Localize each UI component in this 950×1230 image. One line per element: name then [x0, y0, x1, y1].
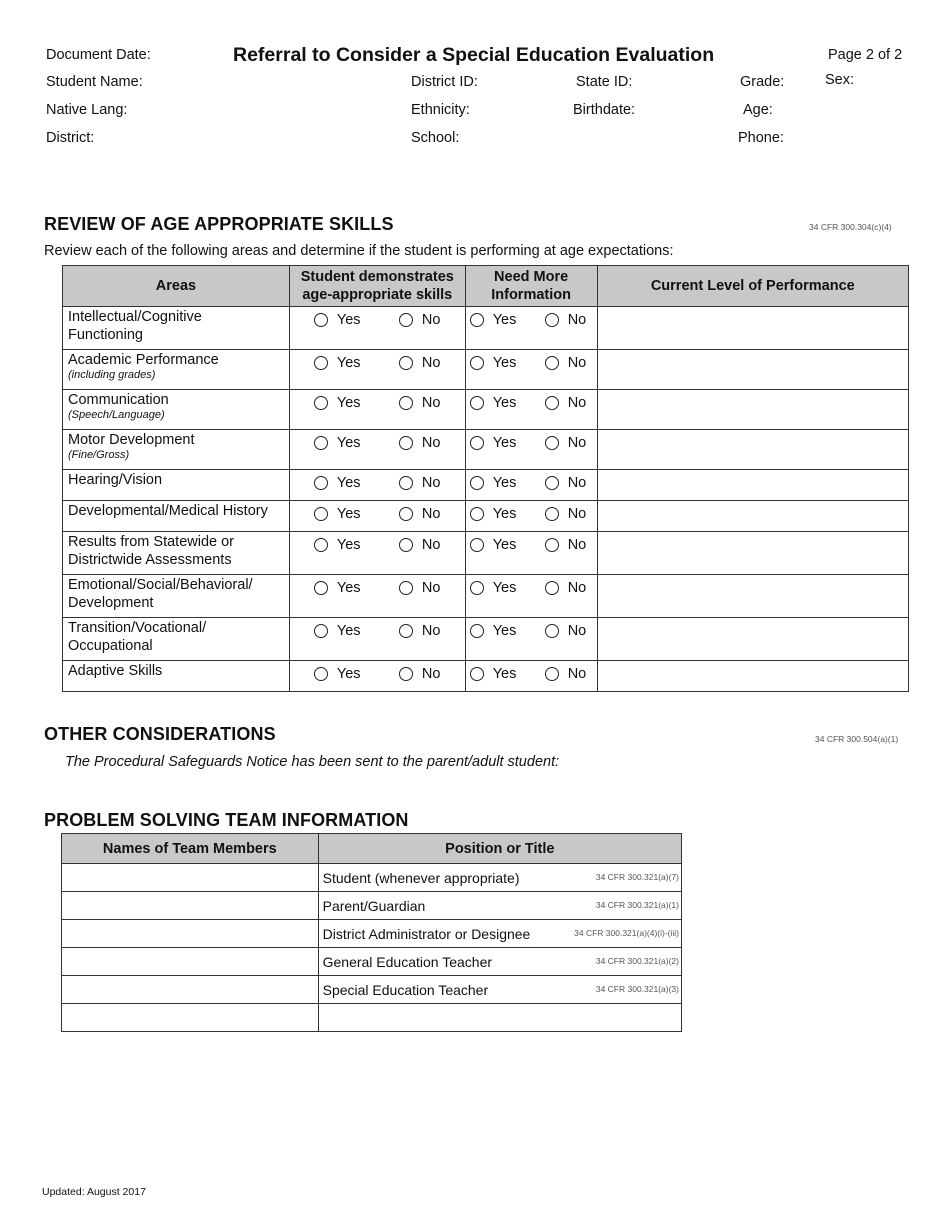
demonstrates-yes-radio[interactable]: [314, 355, 361, 371]
team-position-label: Special Education Teacher: [322, 982, 489, 998]
radio-circle-icon[interactable]: [399, 667, 413, 681]
radio-circle-icon[interactable]: [545, 396, 559, 410]
skills-area-cell: [63, 501, 290, 532]
demonstrates-yes-radio[interactable]: [314, 435, 361, 451]
other-cfr: 34 CFR 300.504(a)(1): [815, 734, 899, 744]
radio-label: Yes: [492, 435, 517, 451]
radio-label: Yes: [336, 580, 361, 596]
skills-row: [63, 350, 909, 390]
school-label: School:: [411, 130, 460, 146]
col-need-line1: Need More: [494, 269, 569, 285]
radio-label: No: [567, 506, 587, 522]
radio-circle-icon[interactable]: [545, 581, 559, 595]
radio-circle-icon[interactable]: [399, 476, 413, 490]
need-more-options-cell: [465, 470, 597, 501]
team-member-name-input[interactable]: [62, 920, 319, 948]
team-member-name-input[interactable]: [62, 892, 319, 920]
document-date-label: Document Date:: [46, 47, 151, 63]
skills-instruction: Review each of the following areas and determine if the student is performing at age expectations:: [44, 243, 674, 259]
radio-circle-icon[interactable]: [470, 356, 484, 370]
radio-circle-icon[interactable]: [470, 581, 484, 595]
skills-area-cell: [63, 430, 290, 470]
radio-circle-icon[interactable]: [399, 313, 413, 327]
age-label: Age:: [743, 102, 773, 118]
radio-circle-icon[interactable]: [399, 507, 413, 521]
demonstrates-options-cell: [289, 470, 465, 501]
radio-circle-icon[interactable]: [545, 507, 559, 521]
need-more-options-cell: [465, 532, 597, 575]
radio-circle-icon[interactable]: [470, 436, 484, 450]
skills-area-label: Motor Development: [68, 432, 195, 448]
radio-circle-icon[interactable]: [470, 624, 484, 638]
skills-area-label-line2: Functioning: [68, 327, 143, 343]
radio-circle-icon[interactable]: [399, 581, 413, 595]
skills-area-cell: [63, 470, 290, 501]
radio-label: Yes: [492, 623, 517, 639]
radio-circle-icon[interactable]: [314, 581, 328, 595]
skills-area-cell: [63, 350, 290, 390]
radio-label: No: [567, 435, 587, 451]
team-position-cell: [318, 948, 681, 976]
current-level-input[interactable]: [597, 307, 908, 350]
student-name-label: Student Name:: [46, 74, 143, 90]
skills-area-cell: [63, 618, 290, 661]
skills-area-label: Transition/Vocational/: [68, 620, 207, 636]
need-more-no-radio[interactable]: [545, 666, 587, 682]
team-position-cfr: 34 CFR 300.321(a)(2): [595, 956, 679, 966]
district-id-label: District ID:: [411, 74, 478, 90]
need-more-no-radio[interactable]: [545, 435, 587, 451]
skills-row: [63, 390, 909, 430]
demonstrates-no-radio[interactable]: [399, 312, 441, 328]
demonstrates-no-radio[interactable]: [399, 623, 441, 639]
need-more-yes-radio[interactable]: [470, 537, 517, 553]
team-position-cell: [318, 920, 681, 948]
radio-label: Yes: [336, 623, 361, 639]
radio-label: Yes: [336, 506, 361, 522]
current-level-input[interactable]: [597, 470, 908, 501]
skills-area-sublabel: (Speech/Language): [68, 409, 165, 421]
skills-row: [63, 430, 909, 470]
demonstrates-yes-radio[interactable]: [314, 666, 361, 682]
team-position-label: Student (whenever appropriate): [322, 870, 520, 886]
team-row: [62, 976, 682, 1004]
current-level-input[interactable]: [597, 350, 908, 390]
radio-circle-icon[interactable]: [470, 507, 484, 521]
skills-row: [63, 501, 909, 532]
need-more-options-cell: [465, 501, 597, 532]
birthdate-label: Birthdate:: [573, 102, 636, 118]
radio-label: No: [421, 623, 441, 639]
skills-area-cell: [63, 575, 290, 618]
need-more-options-cell: [465, 307, 597, 350]
team-table: [61, 833, 682, 1032]
need-more-options-cell: [465, 575, 597, 618]
team-position-label: General Education Teacher: [322, 954, 493, 970]
native-lang-label: Native Lang:: [46, 102, 128, 118]
radio-label: No: [421, 666, 441, 682]
skills-area-label: Results from Statewide or: [68, 534, 235, 550]
radio-label: No: [567, 623, 587, 639]
demonstrates-no-radio[interactable]: [399, 475, 441, 491]
demonstrates-options-cell: [289, 618, 465, 661]
radio-label: Yes: [492, 312, 517, 328]
demonstrates-options-cell: [289, 575, 465, 618]
radio-circle-icon[interactable]: [470, 538, 484, 552]
radio-circle-icon[interactable]: [545, 313, 559, 327]
radio-label: No: [421, 475, 441, 491]
radio-circle-icon[interactable]: [545, 356, 559, 370]
team-row: [62, 948, 682, 976]
skills-area-label: Academic Performance: [68, 352, 219, 368]
need-more-options-cell: [465, 618, 597, 661]
skills-area-cell: [63, 307, 290, 350]
radio-label: Yes: [492, 475, 517, 491]
radio-label: No: [421, 537, 441, 553]
current-level-input[interactable]: [597, 618, 908, 661]
radio-label: No: [421, 395, 441, 411]
procedural-safeguards-text: The Procedural Safeguards Notice has been sent to the parent/adult student:: [65, 754, 560, 770]
radio-circle-icon[interactable]: [545, 667, 559, 681]
col-demonstrates-line2: age-appropriate skills: [302, 287, 453, 303]
demonstrates-no-radio[interactable]: [399, 435, 441, 451]
radio-label: No: [567, 666, 587, 682]
radio-circle-icon[interactable]: [545, 624, 559, 638]
skills-area-sublabel: (Fine/Gross): [68, 449, 130, 461]
need-more-yes-radio[interactable]: [470, 506, 517, 522]
sex-label: Sex:: [825, 72, 855, 88]
radio-label: Yes: [492, 537, 517, 553]
team-member-name-input[interactable]: [62, 948, 319, 976]
need-more-no-radio[interactable]: [545, 506, 587, 522]
updated-date: Updated: August 2017: [42, 1186, 146, 1198]
current-level-input[interactable]: [597, 430, 908, 470]
team-member-name-input[interactable]: [62, 864, 319, 892]
skills-area-cell: [63, 390, 290, 430]
current-level-input[interactable]: [597, 575, 908, 618]
current-level-input[interactable]: [597, 532, 908, 575]
team-position-cell: [318, 892, 681, 920]
need-more-options-cell: [465, 390, 597, 430]
demonstrates-no-radio[interactable]: [399, 395, 441, 411]
radio-circle-icon[interactable]: [399, 538, 413, 552]
col-team-names: Names of Team Members: [62, 834, 319, 864]
skills-row: [63, 532, 909, 575]
team-row: [62, 892, 682, 920]
radio-circle-icon[interactable]: [314, 624, 328, 638]
team-row: [62, 864, 682, 892]
need-more-no-radio[interactable]: [545, 475, 587, 491]
team-position-cfr: 34 CFR 300.321(a)(1): [595, 900, 679, 910]
skills-area-cell: [63, 532, 290, 575]
radio-circle-icon[interactable]: [399, 624, 413, 638]
col-current-level: Current Level of Performance: [597, 266, 908, 307]
need-more-yes-radio[interactable]: [470, 666, 517, 682]
radio-label: No: [567, 580, 587, 596]
team-position-cell: [318, 1004, 681, 1032]
skills-area-label: Hearing/Vision: [68, 472, 163, 488]
team-position-cfr: 34 CFR 300.321(a)(3): [595, 984, 679, 994]
need-more-yes-radio[interactable]: [470, 395, 517, 411]
radio-circle-icon[interactable]: [314, 667, 328, 681]
skills-cfr: 34 CFR 300.304(c)(4): [809, 222, 892, 232]
radio-label: No: [421, 312, 441, 328]
radio-label: Yes: [492, 395, 517, 411]
current-level-input[interactable]: [597, 661, 908, 692]
grade-label: Grade:: [740, 74, 785, 90]
demonstrates-options-cell: [289, 661, 465, 692]
radio-label: Yes: [492, 580, 517, 596]
skills-area-label: Developmental/Medical History: [68, 503, 268, 519]
skills-area-label: Communication: [68, 392, 169, 408]
radio-label: Yes: [336, 312, 361, 328]
demonstrates-options-cell: [289, 390, 465, 430]
radio-circle-icon[interactable]: [314, 538, 328, 552]
radio-label: No: [421, 506, 441, 522]
team-position-label: District Administrator or Designee: [322, 926, 531, 942]
col-team-position: Position or Title: [318, 834, 681, 864]
col-need-more: [465, 266, 597, 307]
team-position-label: Parent/Guardian: [322, 898, 426, 914]
ethnicity-label: Ethnicity:: [411, 102, 470, 118]
need-more-yes-radio[interactable]: [470, 475, 517, 491]
demonstrates-options-cell: [289, 350, 465, 390]
radio-label: No: [567, 537, 587, 553]
radio-circle-icon[interactable]: [399, 436, 413, 450]
radio-circle-icon[interactable]: [545, 538, 559, 552]
radio-circle-icon[interactable]: [545, 476, 559, 490]
radio-label: Yes: [492, 506, 517, 522]
demonstrates-yes-radio[interactable]: [314, 506, 361, 522]
need-more-yes-radio[interactable]: [470, 435, 517, 451]
demonstrates-yes-radio[interactable]: [314, 537, 361, 553]
skills-row: [63, 470, 909, 501]
need-more-yes-radio[interactable]: [470, 355, 517, 371]
radio-label: Yes: [336, 355, 361, 371]
demonstrates-no-radio[interactable]: [399, 537, 441, 553]
radio-label: Yes: [336, 435, 361, 451]
radio-circle-icon[interactable]: [545, 436, 559, 450]
radio-label: No: [567, 355, 587, 371]
radio-label: Yes: [336, 395, 361, 411]
skills-area-label: Adaptive Skills: [68, 663, 163, 679]
demonstrates-options-cell: [289, 307, 465, 350]
radio-label: No: [421, 580, 441, 596]
radio-circle-icon[interactable]: [314, 356, 328, 370]
need-more-no-radio[interactable]: [545, 395, 587, 411]
radio-label: Yes: [492, 666, 517, 682]
radio-label: No: [421, 355, 441, 371]
col-demonstrates-line1: Student demonstrates: [300, 269, 454, 285]
need-more-no-radio[interactable]: [545, 312, 587, 328]
skills-area-label: Emotional/Social/Behavioral/: [68, 577, 253, 593]
current-level-input[interactable]: [597, 501, 908, 532]
radio-circle-icon[interactable]: [470, 476, 484, 490]
need-more-no-radio[interactable]: [545, 537, 587, 553]
demonstrates-no-radio[interactable]: [399, 355, 441, 371]
radio-label: No: [567, 475, 587, 491]
team-position-cfr: 34 CFR 300.321(a)(7): [595, 872, 679, 882]
skills-row: [63, 575, 909, 618]
radio-circle-icon[interactable]: [470, 667, 484, 681]
demonstrates-yes-radio[interactable]: [314, 395, 361, 411]
need-more-options-cell: [465, 661, 597, 692]
need-more-options-cell: [465, 430, 597, 470]
radio-label: No: [567, 312, 587, 328]
need-more-no-radio[interactable]: [545, 355, 587, 371]
page-number: Page 2 of 2: [828, 47, 903, 63]
other-section-title: OTHER CONSIDERATIONS: [44, 724, 276, 744]
radio-label: Yes: [336, 666, 361, 682]
demonstrates-options-cell: [289, 532, 465, 575]
radio-circle-icon[interactable]: [399, 356, 413, 370]
skills-area-label-line2: Occupational: [68, 638, 153, 654]
skills-area-label-line2: Development: [68, 595, 154, 611]
team-section-title: PROBLEM SOLVING TEAM INFORMATION: [44, 810, 409, 830]
skills-area-cell: [63, 661, 290, 692]
need-more-yes-radio[interactable]: [470, 580, 517, 596]
need-more-yes-radio[interactable]: [470, 312, 517, 328]
skills-row: [63, 618, 909, 661]
demonstrates-yes-radio[interactable]: [314, 312, 361, 328]
radio-circle-icon[interactable]: [314, 313, 328, 327]
col-areas: Areas: [63, 266, 290, 307]
skills-area-label-line2: Districtwide Assessments: [68, 552, 232, 568]
need-more-no-radio[interactable]: [545, 580, 587, 596]
document-title: Referral to Consider a Special Education Evaluation: [233, 44, 715, 66]
demonstrates-options-cell: [289, 430, 465, 470]
team-row: [62, 1004, 682, 1032]
team-row: [62, 920, 682, 948]
radio-circle-icon[interactable]: [314, 396, 328, 410]
team-position-cfr: 34 CFR 300.321(a)(4)(i)-(iii): [574, 928, 679, 938]
need-more-no-radio[interactable]: [545, 623, 587, 639]
demonstrates-yes-radio[interactable]: [314, 580, 361, 596]
radio-circle-icon[interactable]: [314, 476, 328, 490]
demonstrates-no-radio[interactable]: [399, 666, 441, 682]
radio-circle-icon[interactable]: [314, 436, 328, 450]
need-more-yes-radio[interactable]: [470, 623, 517, 639]
skills-row: [63, 661, 909, 692]
col-need-line2: Information: [491, 287, 571, 303]
radio-circle-icon[interactable]: [399, 396, 413, 410]
demonstrates-no-radio[interactable]: [399, 506, 441, 522]
need-more-options-cell: [465, 350, 597, 390]
skills-section-title: REVIEW OF AGE APPROPRIATE SKILLS: [44, 214, 394, 234]
team-position-cell: [318, 864, 681, 892]
radio-label: No: [567, 395, 587, 411]
district-label: District:: [46, 130, 95, 146]
radio-label: No: [421, 435, 441, 451]
skills-row: [63, 307, 909, 350]
radio-label: Yes: [336, 537, 361, 553]
radio-circle-icon[interactable]: [470, 396, 484, 410]
phone-label: Phone:: [738, 130, 784, 146]
team-position-cell: [318, 976, 681, 1004]
demonstrates-yes-radio[interactable]: [314, 475, 361, 491]
current-level-input[interactable]: [597, 390, 908, 430]
team-member-name-input[interactable]: [62, 976, 319, 1004]
demonstrates-no-radio[interactable]: [399, 580, 441, 596]
skills-table: [62, 265, 909, 692]
radio-circle-icon[interactable]: [314, 507, 328, 521]
radio-label: Yes: [492, 355, 517, 371]
col-demonstrates: [289, 266, 465, 307]
state-id-label: State ID:: [576, 74, 633, 90]
demonstrates-yes-radio[interactable]: [314, 623, 361, 639]
radio-circle-icon[interactable]: [470, 313, 484, 327]
skills-area-sublabel: (including grades): [68, 369, 156, 381]
team-member-name-input[interactable]: [62, 1004, 319, 1032]
skills-area-label: Intellectual/Cognitive: [68, 309, 202, 325]
demonstrates-options-cell: [289, 501, 465, 532]
radio-label: Yes: [336, 475, 361, 491]
